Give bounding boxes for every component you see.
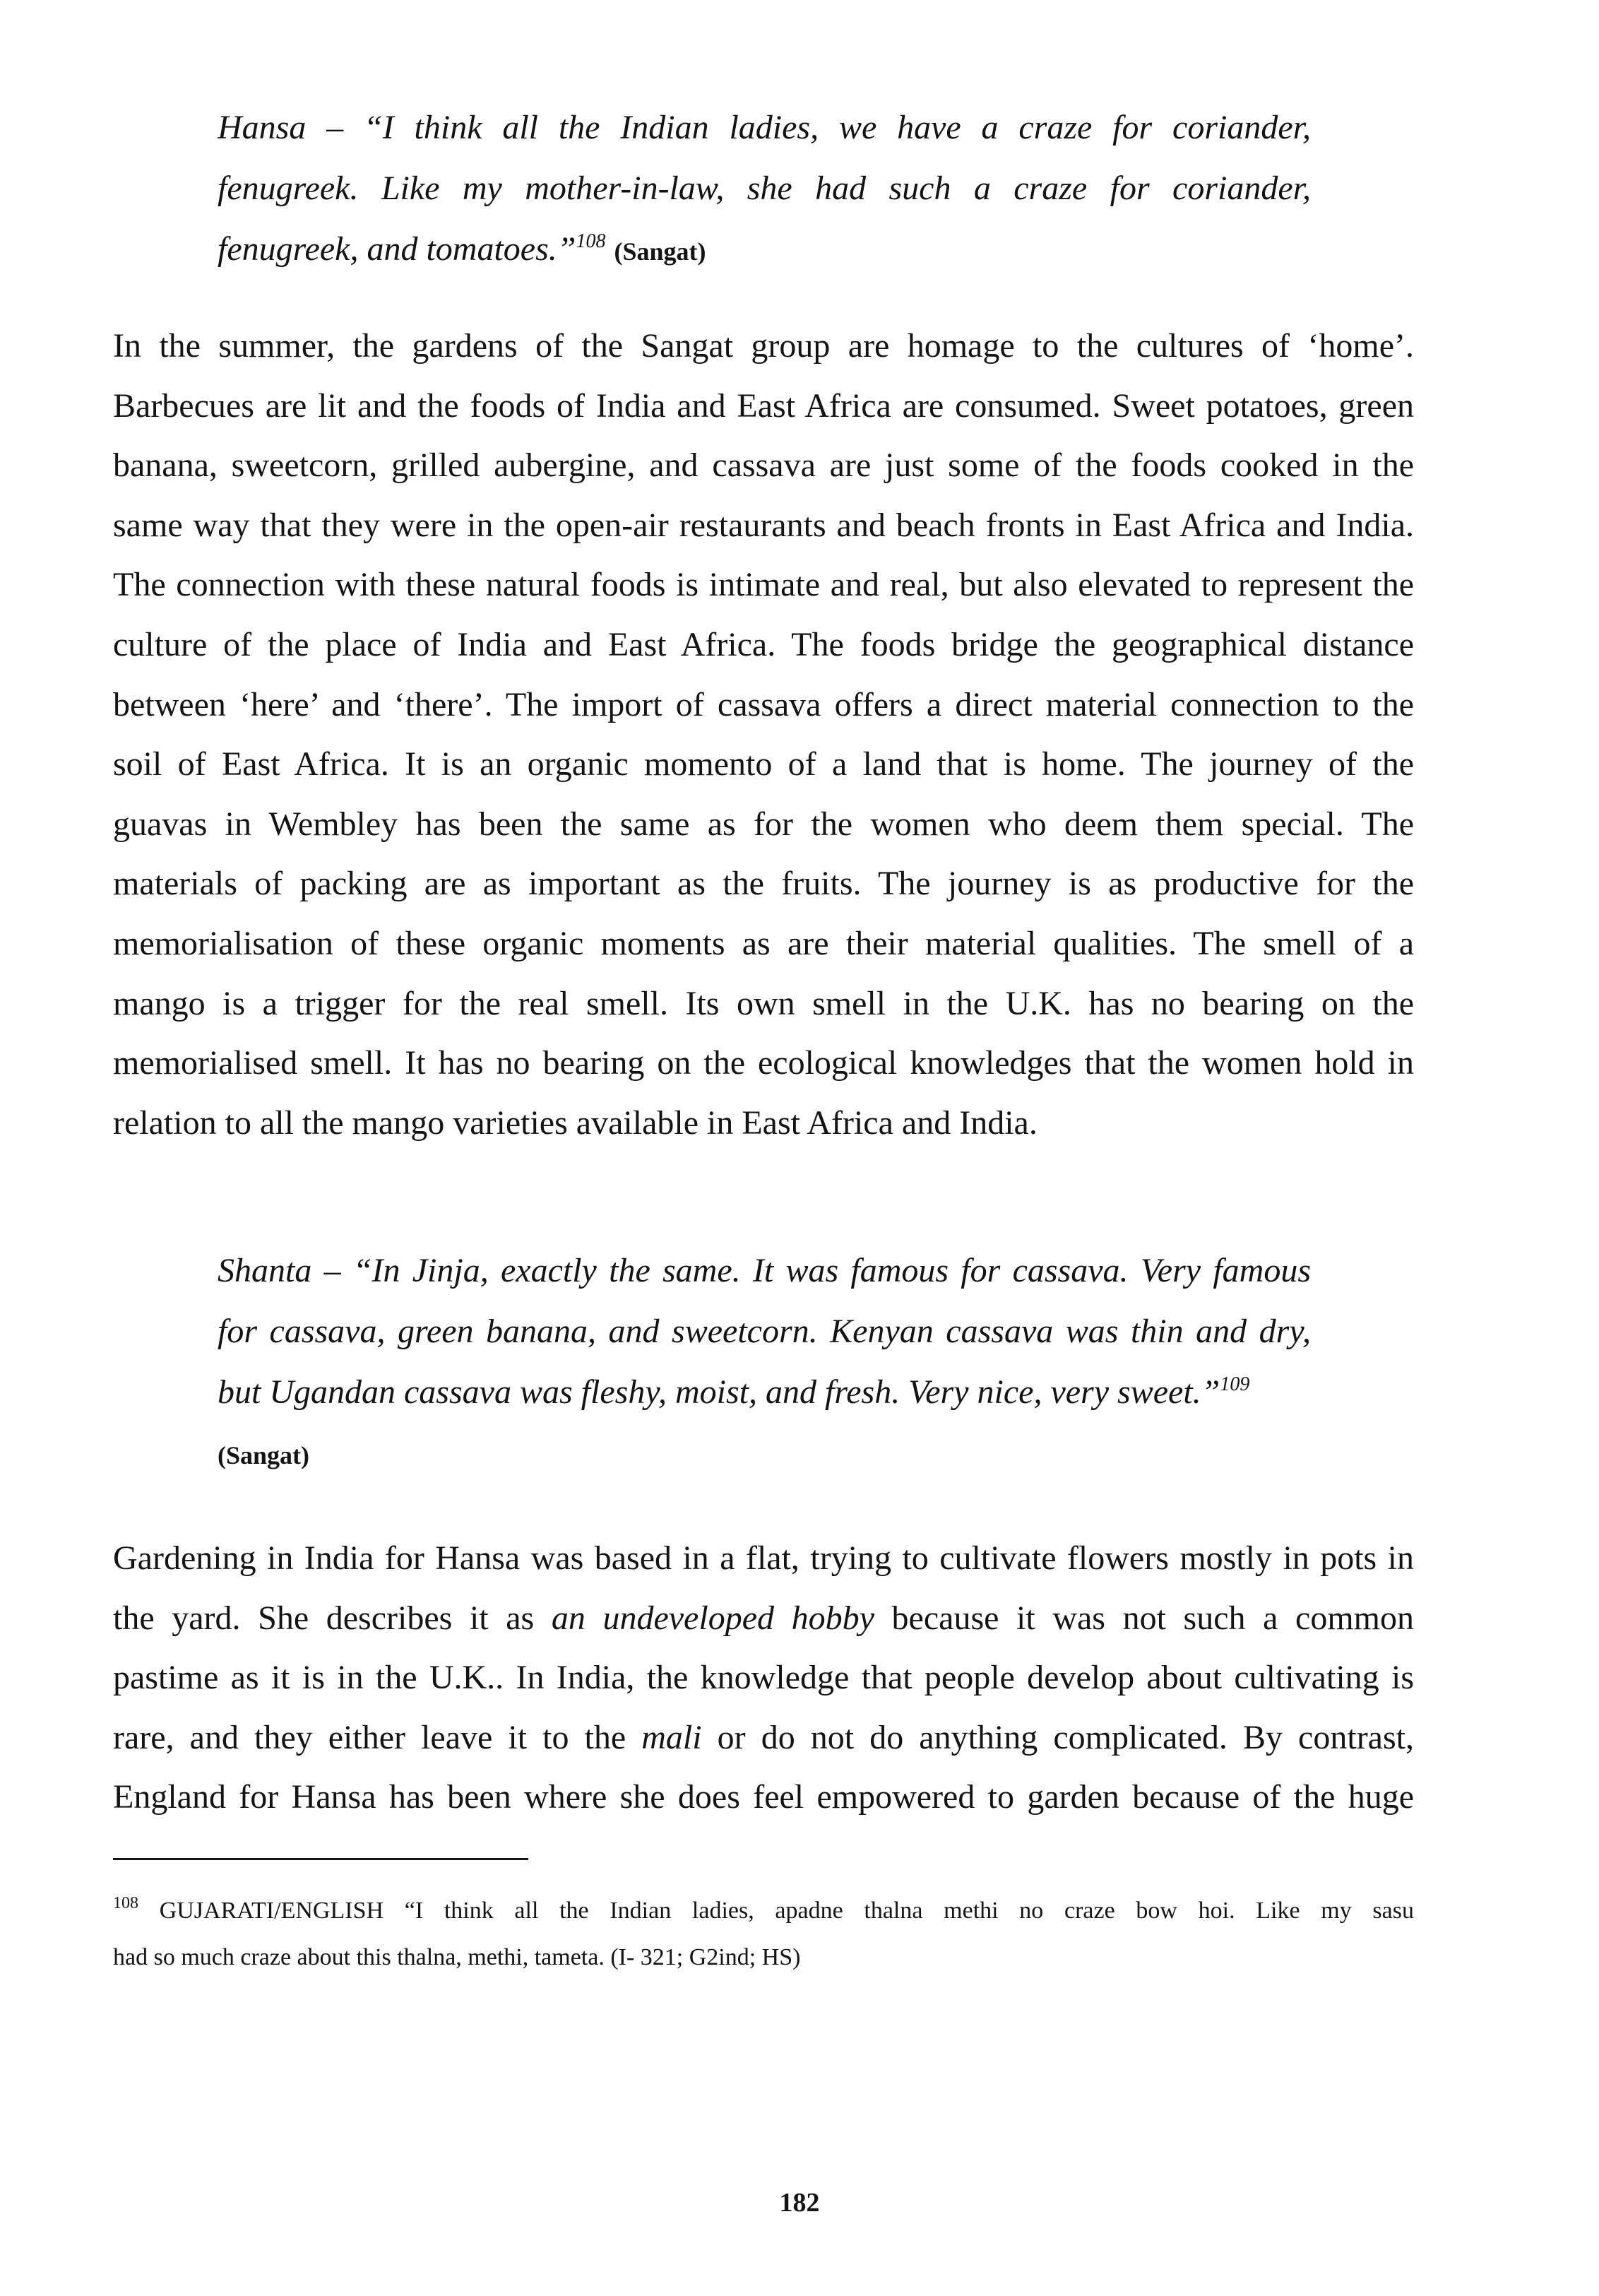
line-text: the yard. She describes it as — [113, 1599, 552, 1637]
footnote-ref-109[interactable]: 109 — [1220, 1373, 1250, 1395]
quote-line: fenugreek. Like my mother-in-law, she had such a craze for coriander, — [218, 170, 1311, 207]
line-text: or do not do anything complicated. By contrast, — [701, 1718, 1414, 1756]
quote-shanta — [218, 1241, 1311, 1484]
paragraph-line: memorialisation of these organic moments as are their material qualities. The smell of a — [113, 924, 1414, 962]
paragraph-line: same way that they were in the open-air restaurants and beach fronts in East Africa and India. — [113, 506, 1414, 544]
quote-line-last — [218, 1362, 1311, 1423]
footnote-text: GUJARATI/ENGLISH “I think all the Indian ladies, apadne thalna methi no craze bow hoi. Like my sasu — [159, 1898, 1414, 1924]
quote-source-line — [218, 1423, 1311, 1484]
paragraph-line: England for Hansa has been where she does feel empowered to garden because of the huge — [113, 1778, 1414, 1816]
footnote-line — [113, 1888, 1414, 1934]
emphasis-text: an undeveloped hobby — [551, 1599, 874, 1637]
footnote-ref-108[interactable]: 108 — [576, 230, 606, 252]
paragraph-line: guavas in Wembley has been the same as for the women who deem them special. The — [113, 805, 1414, 843]
paragraph-line: materials of packing are as important as the fruits. The journey is as productive for the — [113, 865, 1414, 903]
paragraph-line: culture of the place of India and East Africa. The foods bridge the geographical distance — [113, 625, 1414, 663]
paragraph-line — [113, 1708, 1414, 1768]
quote-line: Hansa – “I think all the Indian ladies, we have a craze for coriander, — [218, 109, 1311, 146]
paragraph-line: relation to all the mango varieties available in East Africa and India. — [113, 1103, 1038, 1142]
quote-line: for cassava, green banana, and sweetcorn. Kenyan cassava was thin and dry, — [218, 1313, 1311, 1350]
paragraph-line: Gardening in India for Hansa was based in a flat, trying to cultivate flowers mostly in pots in — [113, 1539, 1414, 1577]
paragraph-line: memorialised smell. It has no bearing on the ecological knowledges that the women hold in — [113, 1044, 1414, 1082]
paragraph-line: pastime as it is in the U.K.. In India, the knowledge that people develop about cultivating is — [113, 1659, 1414, 1697]
body-paragraph-1 — [113, 316, 1414, 1153]
paragraph-line — [113, 1589, 1414, 1649]
quote-line-text: fenugreek, and tomatoes.” — [218, 230, 576, 268]
paragraph-line: mango is a trigger for the real smell. Its own smell in the U.K. has no bearing on the — [113, 984, 1414, 1022]
quote-line: Shanta – “In Jinja, exactly the same. It was famous for cassava. Very famous — [218, 1252, 1311, 1289]
paragraph-line: between ‘here’ and ‘there’. The import of cassava offers a direct material connection to the — [113, 685, 1414, 723]
footnote-line: had so much craze about this thalna, methi, tameta. (I- 321; G2ind; HS) — [113, 1944, 801, 1970]
quote-line-last — [218, 219, 1311, 280]
paragraph-line: banana, sweetcorn, grilled aubergine, and cassava are just some of the foods cooked in the — [113, 446, 1414, 485]
page-number: 182 — [779, 2188, 820, 2218]
line-text: rare, and they either leave it to the — [113, 1718, 642, 1756]
paragraph-line: Barbecues are lit and the foods of India and East Africa are consumed. Sweet potatoes, green — [113, 386, 1414, 425]
quote-source: (Sangat) — [614, 237, 706, 266]
footnote-divider — [113, 1858, 528, 1860]
quote-hansa — [218, 97, 1311, 280]
quote-line-text: but Ugandan cassava was fleshy, moist, and fresh. Very nice, very sweet.” — [218, 1373, 1220, 1411]
paragraph-line: In the summer, the gardens of the Sangat group are homage to the cultures of ‘home’. — [113, 327, 1414, 365]
footnote-mark: 108 — [113, 1894, 138, 1912]
footnote-108 — [113, 1888, 1414, 1981]
paragraph-line: soil of East Africa. It is an organic momento of a land that is home. The journey of the — [113, 745, 1414, 783]
emphasis-text: mali — [641, 1718, 702, 1756]
line-text: because it was not such a common — [874, 1599, 1415, 1637]
body-paragraph-2 — [113, 1529, 1414, 1828]
quote-source: (Sangat) — [218, 1441, 310, 1469]
paragraph-line: The connection with these natural foods is intimate and real, but also elevated to represent the — [113, 566, 1414, 604]
